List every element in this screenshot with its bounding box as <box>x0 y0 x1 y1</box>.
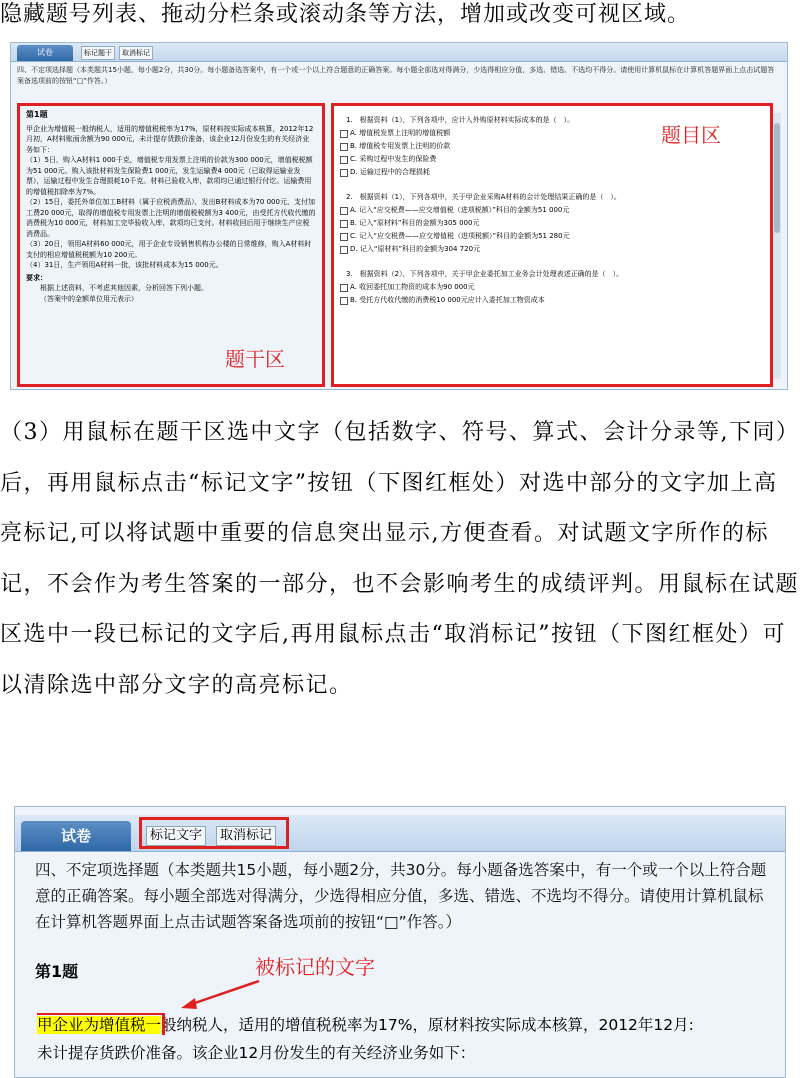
stem-line-2: 未计提存货跌价准备。该企业12月份发生的有关经济业务如下： <box>37 1044 476 1062</box>
arrow-icon <box>175 977 265 1013</box>
requirement-title: 要求： <box>26 273 47 282</box>
answer-option[interactable] <box>340 153 750 166</box>
option-label: D. 运输过程中的合理损耗 <box>350 168 430 176</box>
answer-option[interactable] <box>340 230 750 243</box>
option-label: A. 记入“应交税费——应交增值税（进项税额）”科目的金额为51 000元 <box>350 206 570 214</box>
question-text: 3. 根据资料（2），下列各项中，关于甲企业委托加工业务会计处理表述正确的是（ ）。 <box>346 270 624 278</box>
screenshot-mark-text <box>14 806 786 1078</box>
option-label: A. 增值税发票上注明的增值税额 <box>350 129 451 137</box>
answer-option[interactable] <box>340 217 750 230</box>
answer-option[interactable] <box>340 166 750 179</box>
checkbox[interactable] <box>340 220 348 228</box>
checkbox[interactable] <box>340 246 348 254</box>
tab-exam[interactable]: 试卷 <box>21 821 131 851</box>
scrollbar-thumb[interactable] <box>774 123 780 233</box>
stem-body: 甲企业为增值税一般纳税人，适用的增值税税率为17%，原材料按实际成本核算，2012年12月初，A材料账面余额为90 000元，未计提存货跌价准备，该企业12月份发生的有关经济业务如下： （1）5日，购入A材料1 000千克，增值税专用发票上注明的价款为300 000元，增值税税额为51 000元。购入该批材料发生保险费1 000元，发生运输费4 000元（已取得运输业发票），运输过程中发生合理损耗10千克。材料已验收入库，款项均已通过银行付讫。运输费用的增值税扣除率为7%。 （2）15日，委托外单位加工B材料（属于应税消费品），发出B材料成本为70 000元，支付加工费20 000元，取得的增值税专用发票上注明的增值税税额为3 400元，由受托方代收代缴的消费税为10 000元，材料加工完毕验收入库，款项均已支付。材料收回后用于继续生产应税消费品。 （3）20日，领用A材料60 000元，用于企业专设销售机构办公楼的日常维修，购入A材料时支付的相应增值税税额为10 200元。 （4）31日，生产领用A材料一批，该批材料成本为15 000元。 <box>26 124 316 269</box>
option-label: B. 受托方代收代缴的消费税10 000元应计入委托加工物资成本 <box>350 296 545 304</box>
unmark-text-button[interactable]: 取消标记 <box>216 826 276 846</box>
option-label: A. 收回委托加工物资的成本为90 000元 <box>350 283 475 291</box>
intro-text: 隐藏题号列表、拖动分栏条或滚动条等方法，增加或改变可视区域。 <box>0 2 691 27</box>
checkbox[interactable] <box>340 297 348 305</box>
annotation-label: 被标记的文字 <box>255 955 375 979</box>
stem-line-1 <box>37 1013 797 1035</box>
instruction-paragraph: （3）用鼠标在题干区选中文字（包括数字、符号、算式、会计分录等,下同）后，再用鼠标点击“标记文字”按钮（下图红框处）对选中部分的文字加上高亮标记,可以将试题中重要的信息突出显示,方便查看。对试题文字所作的标记，不会作为考生答案的一部分，也不会影响考生的成绩评判。用鼠标在试题区选中一段已标记的文字后,再用鼠标点击“取消标记”按钮（下图红框处）可以清除选中部分文字的高亮标记。 <box>0 420 800 698</box>
scrollbar[interactable] <box>773 113 781 379</box>
checkbox[interactable] <box>340 143 348 151</box>
answer-option[interactable] <box>340 281 750 294</box>
checkbox[interactable] <box>340 284 348 292</box>
answer-option[interactable] <box>340 204 750 217</box>
answer-option[interactable] <box>340 294 750 307</box>
mark-text-button[interactable]: 标记题干 <box>81 46 115 60</box>
requirement-body: 根据上述资料，不考虑其他因素，分析回答下列小题。 （答案中的金额单位用元表示） <box>40 284 208 303</box>
tab-bar <box>11 43 787 62</box>
unmark-text-button[interactable]: 取消标记 <box>119 46 153 60</box>
answer-option[interactable] <box>340 243 750 256</box>
checkbox[interactable] <box>340 207 348 215</box>
option-label: B. 记入“原材料”科目的金额为305 000元 <box>350 219 480 227</box>
option-label: B. 增值税专用发票上注明的价款 <box>350 142 451 150</box>
checkbox[interactable] <box>340 233 348 241</box>
checkbox[interactable] <box>340 169 348 177</box>
question-text: 1. 根据资料（1），下列各项中，应计入外购原材料实际成本的是（ ）。 <box>346 116 575 124</box>
highlight-box <box>139 817 289 849</box>
stem-title: 第1题 <box>26 110 48 119</box>
label-question-area: 题目区 <box>661 123 721 147</box>
section-instruction: 四、不定项选择题（本类题共15小题，每小题2分，共30分。每小题备选答案中，有一个或一个以上符合题意的正确答案。每小题全部选对得满分，少选得相应分值，多选、错选、不选均不得分。请使用计算机鼠标在计算机答题界面上点击试题答案备选项前的按钮“□”作答。） <box>17 66 775 85</box>
section-instruction: 四、不定项选择题（本类题共15小题，每小题2分，共30分。每小题备选答案中，有一个或一个以上符合题意的正确答案。每小题全部选对得满分，少选得相应分值，多选、错选、不选均不得分。请使用计算机鼠标在计算机答题界面上点击试题答案备选项前的按钮“□”作答。） <box>35 861 767 931</box>
checkbox[interactable] <box>340 156 348 164</box>
tab-bar <box>15 815 785 852</box>
label-stem-area: 题干区 <box>225 347 285 371</box>
tab-exam[interactable]: 试卷 <box>17 45 73 61</box>
option-label: D. 记入“原材料”科目的金额为304 720元 <box>350 245 481 253</box>
checkbox[interactable] <box>340 130 348 138</box>
highlighted-text[interactable]: 甲企业为增值税一 <box>37 1016 162 1034</box>
option-label: C. 记入“应交税费——应交增值税（进项税额）”科目的金额为51 280元 <box>350 232 570 240</box>
question-title: 第1题 <box>35 962 79 981</box>
option-label: C. 采购过程中发生的保险费 <box>350 155 437 163</box>
mark-text-button[interactable]: 标记文字 <box>146 826 206 846</box>
question-text: 2. 根据资料（1），下列各项中，关于甲企业采购A材料的会计处理结果正确的是（ ）。 <box>346 193 621 201</box>
stem-line-1-rest: 般纳税人，适用的增值税税率为17%，原材料按实际成本核算，2012年12月: <box>161 1016 694 1034</box>
screenshot-exam-layout <box>10 42 788 390</box>
